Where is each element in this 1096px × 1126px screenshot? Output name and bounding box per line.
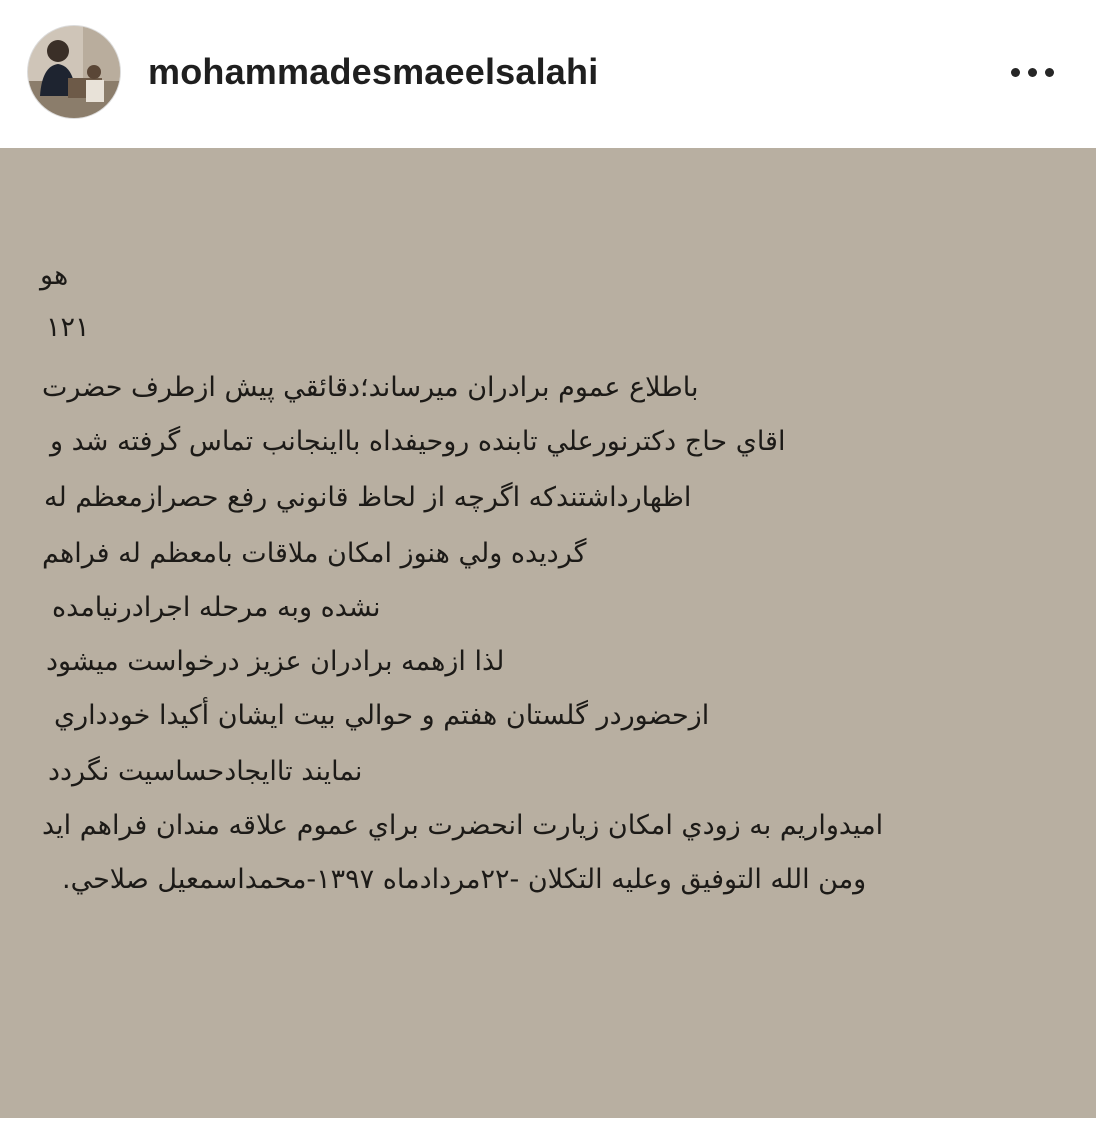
username[interactable]: mohammadesmaeelsalahi <box>148 51 599 92</box>
profile-photo-icon <box>28 26 120 118</box>
letter-line: اميدواريم به زودي امكان زيارت انحضرت براي عموم علاقه مندان فراهم ايد <box>42 810 884 841</box>
letter-line: ومن الله التوفيق وعليه التكلان -۲۲مردادماه ۱۳۹۷-محمداسمعيل صلاحي. <box>62 864 867 895</box>
more-horizontal-icon <box>1028 68 1037 77</box>
post-header <box>0 0 1096 148</box>
more-horizontal-icon <box>1011 68 1020 77</box>
more-options-button[interactable] <box>1000 52 1064 92</box>
letter-line: ۱۲۱ <box>46 312 90 343</box>
letter-line: باطلاع عموم برادران ميرساند؛دقائقي پيش ازطرف حضرت <box>42 372 699 403</box>
letter-line: نشده وبه مرحله اجرادرنيامده <box>52 592 381 623</box>
post-footer <box>0 1118 1096 1126</box>
avatar[interactable] <box>28 26 120 118</box>
letter-line: ازحضوردر گلستان هفتم و حوالي بيت ايشان أكيدا خودداري <box>54 700 710 731</box>
letter-line: هو <box>40 260 69 291</box>
letter-line: لذا ازهمه برادران عزيز درخواست ميشود <box>46 646 505 677</box>
post-image[interactable] <box>0 148 1096 1118</box>
more-horizontal-icon <box>1045 68 1054 77</box>
letter-line: اقاي حاج دكترنورعلي تابنده روحيفداه بااينجانب تماس گرفته شد و <box>50 426 786 457</box>
letter-line: گرديده ولي هنوز امكان ملاقات بامعظم له فراهم <box>42 538 587 569</box>
letter-line: نمايند تاايجادحساسيت نگردد <box>48 756 363 787</box>
letter-line: اظهارداشتندكه اگرچه از لحاظ قانوني رفع حصرازمعظم له <box>44 482 692 513</box>
